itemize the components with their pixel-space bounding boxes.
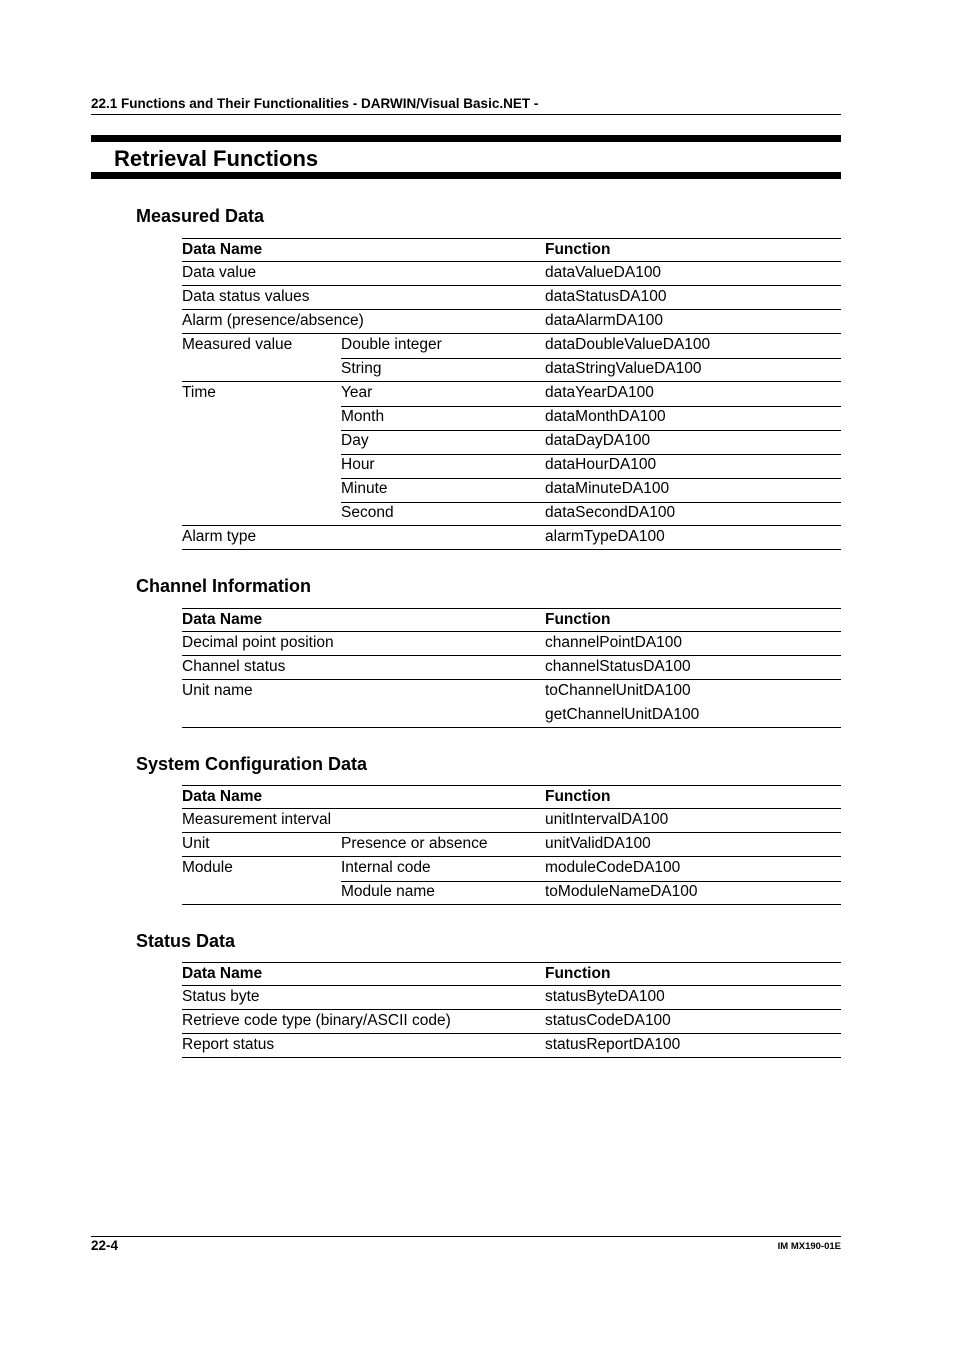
function-cell: unitIntervalDA100 (545, 811, 669, 828)
function-cell: channelPointDA100 (545, 634, 683, 651)
col-header-data-name: Data Name (182, 611, 263, 628)
sub-name-cell: Module name (341, 883, 435, 900)
table-row (182, 478, 841, 502)
table-row (182, 704, 841, 728)
table-row (182, 358, 841, 382)
table-row (182, 656, 841, 680)
data-name-cell: Alarm (presence/absence) (182, 312, 364, 329)
data-name-cell: Measured value (182, 336, 293, 353)
function-cell: dataStatusDA100 (545, 288, 667, 305)
sub-name-cell: Day (341, 432, 369, 449)
function-cell: dataValueDA100 (545, 264, 662, 281)
title-bar-top (91, 135, 841, 142)
table-header-row (182, 962, 841, 986)
sub-name-cell: Double integer (341, 336, 442, 353)
table-row (182, 680, 841, 704)
section-heading-measured-data: Measured Data (136, 206, 265, 226)
sub-name-cell: Minute (341, 480, 388, 497)
table-row (182, 502, 841, 526)
table-row (182, 430, 841, 454)
function-cell: dataStringValueDA100 (545, 360, 702, 377)
running-header: 22.1 Functions and Their Functionalities - DARWIN/Visual Basic.NET - (91, 96, 539, 111)
data-name-cell: Unit (182, 835, 210, 852)
data-name-cell: Module (182, 859, 233, 876)
footer-rule (91, 1236, 841, 1237)
title-bar-bottom (91, 172, 841, 179)
page-title: Retrieval Functions (114, 146, 319, 171)
function-cell: dataYearDA100 (545, 384, 654, 401)
col-header-function: Function (545, 241, 611, 258)
table-row (182, 310, 841, 334)
status-data-table (182, 962, 841, 1058)
sub-name-cell: String (341, 360, 382, 377)
data-name-cell: Unit name (182, 682, 253, 699)
col-header-function: Function (545, 611, 611, 628)
document-id: IM MX190-01E (777, 1241, 841, 1252)
data-name-cell: Status byte (182, 988, 260, 1005)
function-cell: dataHourDA100 (545, 456, 657, 473)
function-cell: dataDoubleValueDA100 (545, 336, 711, 353)
function-cell: toModuleNameDA100 (545, 883, 698, 900)
function-cell: dataDayDA100 (545, 432, 651, 449)
page-number: 22-4 (91, 1238, 119, 1253)
table-row (182, 881, 841, 905)
section-heading-system-configuration: System Configuration Data (136, 754, 368, 774)
table-row (182, 262, 841, 286)
section-heading-status-data: Status Data (136, 931, 236, 951)
data-name-cell: Data status values (182, 288, 310, 305)
function-cell: dataAlarmDA100 (545, 312, 664, 329)
table-header-row (182, 238, 841, 262)
sub-name-cell: Hour (341, 456, 375, 473)
sub-name-cell: Month (341, 408, 385, 425)
data-name-cell: Channel status (182, 658, 286, 675)
function-cell: channelStatusDA100 (545, 658, 691, 675)
table-row (182, 986, 841, 1010)
table-row (182, 454, 841, 478)
table-row (182, 382, 841, 406)
sub-name-cell: Presence or absence (341, 835, 488, 852)
system-configuration-table (182, 785, 841, 905)
table-row (182, 833, 841, 857)
table-row (182, 857, 841, 881)
data-name-cell: Measurement interval (182, 811, 332, 828)
table-row (182, 286, 841, 310)
header-rule (91, 114, 841, 115)
data-name-cell: Data value (182, 264, 257, 281)
function-cell: toChannelUnitDA100 (545, 682, 691, 699)
function-cell: dataMinuteDA100 (545, 480, 670, 497)
table-row (182, 1034, 841, 1058)
table-row (182, 334, 841, 358)
table-row (182, 526, 841, 550)
data-name-cell: Report status (182, 1036, 275, 1053)
col-header-function: Function (545, 965, 611, 982)
function-cell: statusReportDA100 (545, 1036, 681, 1053)
function-cell: unitValidDA100 (545, 835, 651, 852)
data-name-cell: Decimal point position (182, 634, 334, 651)
data-name-cell: Time (182, 384, 216, 401)
table-header-row (182, 608, 841, 632)
data-name-cell: Alarm type (182, 528, 257, 545)
section-heading-channel-information: Channel Information (136, 576, 311, 596)
function-cell: dataMonthDA100 (545, 408, 666, 425)
sub-name-cell: Second (341, 504, 394, 521)
function-cell: getChannelUnitDA100 (545, 706, 700, 723)
sub-name-cell: Internal code (341, 859, 431, 876)
table-header-row (182, 785, 841, 809)
measured-data-table (182, 238, 841, 550)
function-cell: statusCodeDA100 (545, 1012, 671, 1029)
table-row (182, 1010, 841, 1034)
col-header-function: Function (545, 788, 611, 805)
col-header-data-name: Data Name (182, 965, 263, 982)
function-cell: dataSecondDA100 (545, 504, 676, 521)
function-cell: statusByteDA100 (545, 988, 665, 1005)
col-header-data-name: Data Name (182, 241, 263, 258)
table-row (182, 406, 841, 430)
data-name-cell: Retrieve code type (binary/ASCII code) (182, 1012, 451, 1029)
table-row (182, 632, 841, 656)
sub-name-cell: Year (341, 384, 373, 401)
function-cell: alarmTypeDA100 (545, 528, 665, 545)
function-cell: moduleCodeDA100 (545, 859, 681, 876)
channel-information-table (182, 608, 841, 728)
table-row (182, 809, 841, 833)
col-header-data-name: Data Name (182, 788, 263, 805)
